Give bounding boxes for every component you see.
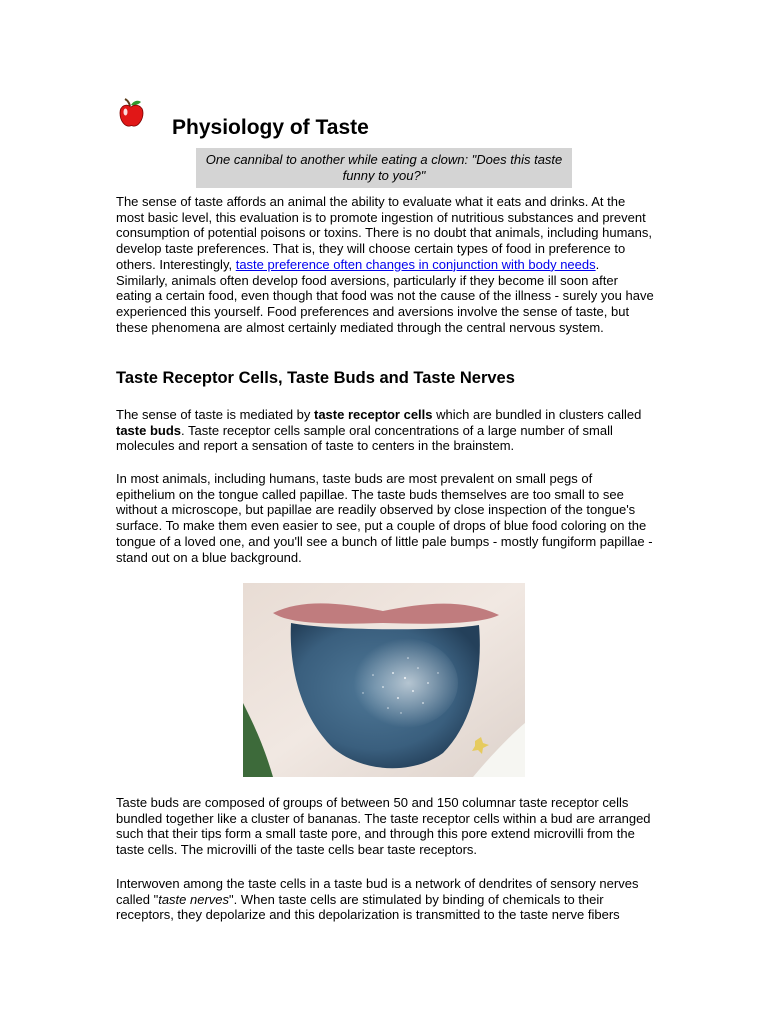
blue-tongue-photo bbox=[243, 583, 525, 777]
papillae-paragraph: In most animals, including humans, taste buds are most prevalent on small pegs of epithelium on the tongue called papillae. The taste buds themselves are too small to see without a microscope, but papillae are readily observed by close inspection of the tongue's surface. To make them even easier to see, put a couple of drops of blue food coloring on the tongue of a loved one, and you'll see a bunch of little pale bumps - mostly fungiform papillae - stand out on a blue background. bbox=[116, 471, 653, 565]
para5-text-c: ". When taste cells are stimulated by binding of chemicals to their receptors, they depolarize and this depolarization is transmitted to the taste nerve fibers bbox=[116, 891, 620, 923]
section-heading: Taste Receptor Cells, Taste Buds and Taste Nerves bbox=[116, 369, 515, 387]
taste-bud-structure-paragraph: Taste buds are composed of groups of between 50 and 150 columnar taste receptor cells bundled together like a cluster of bananas. The taste receptor cells within a bud are arranged such that their tips form a small taste pore, and through this pore extend microvilli from the taste cells. The microvilli of the taste cells bear taste receptors. bbox=[116, 795, 651, 858]
apple-icon bbox=[118, 97, 144, 129]
taste-nerves-term: taste nerves bbox=[158, 891, 230, 907]
intro-text-1: The sense of taste affords an animal the ability to evaluate what it eats and drinks. At the most basic level, this evaluation is to promote ingestion of nutritious substances and prevent consumption of potential poisons or toxins. There is no doubt that animals, including humans, develop taste preferences. That is, they will choose certain types of food in preference to others. Interestingly, bbox=[116, 194, 652, 272]
intro-paragraph bbox=[116, 194, 654, 335]
para2-text-e: . Taste receptor cells sample oral concentrations of a large number of small molecules and report a sensation of taste to centers in the brainstem. bbox=[116, 422, 613, 454]
taste-buds-term: taste buds bbox=[116, 422, 182, 438]
taste-receptor-paragraph bbox=[116, 407, 654, 454]
para2-text-a: The sense of taste is mediated by bbox=[116, 407, 314, 422]
para2-text-c: which are bundled in clusters called bbox=[432, 407, 642, 422]
taste-preference-link[interactable]: taste preference often changes in conjunction with body needs bbox=[235, 256, 596, 272]
taste-receptor-cells-term: taste receptor cells bbox=[314, 407, 433, 422]
intro-text-2: . Similarly, animals often develop food aversions, particularly if they become ill soon after eating a certain food, even though that food was not the cause of the illness - surely you have experienced this yourself. Food preferences and aversions involve the sense of taste, but these phenomena are almost certainly mediated through the central nervous system. bbox=[116, 256, 654, 335]
quote-box: One cannibal to another while eating a clown: "Does this taste funny to you?" bbox=[196, 148, 572, 188]
para5-text-a: Interwoven among the taste cells in a taste bud is a network of dendrites of sensory nerves called " bbox=[116, 876, 639, 907]
taste-nerves-paragraph bbox=[116, 876, 654, 923]
page-title: Physiology of Taste bbox=[172, 116, 369, 139]
